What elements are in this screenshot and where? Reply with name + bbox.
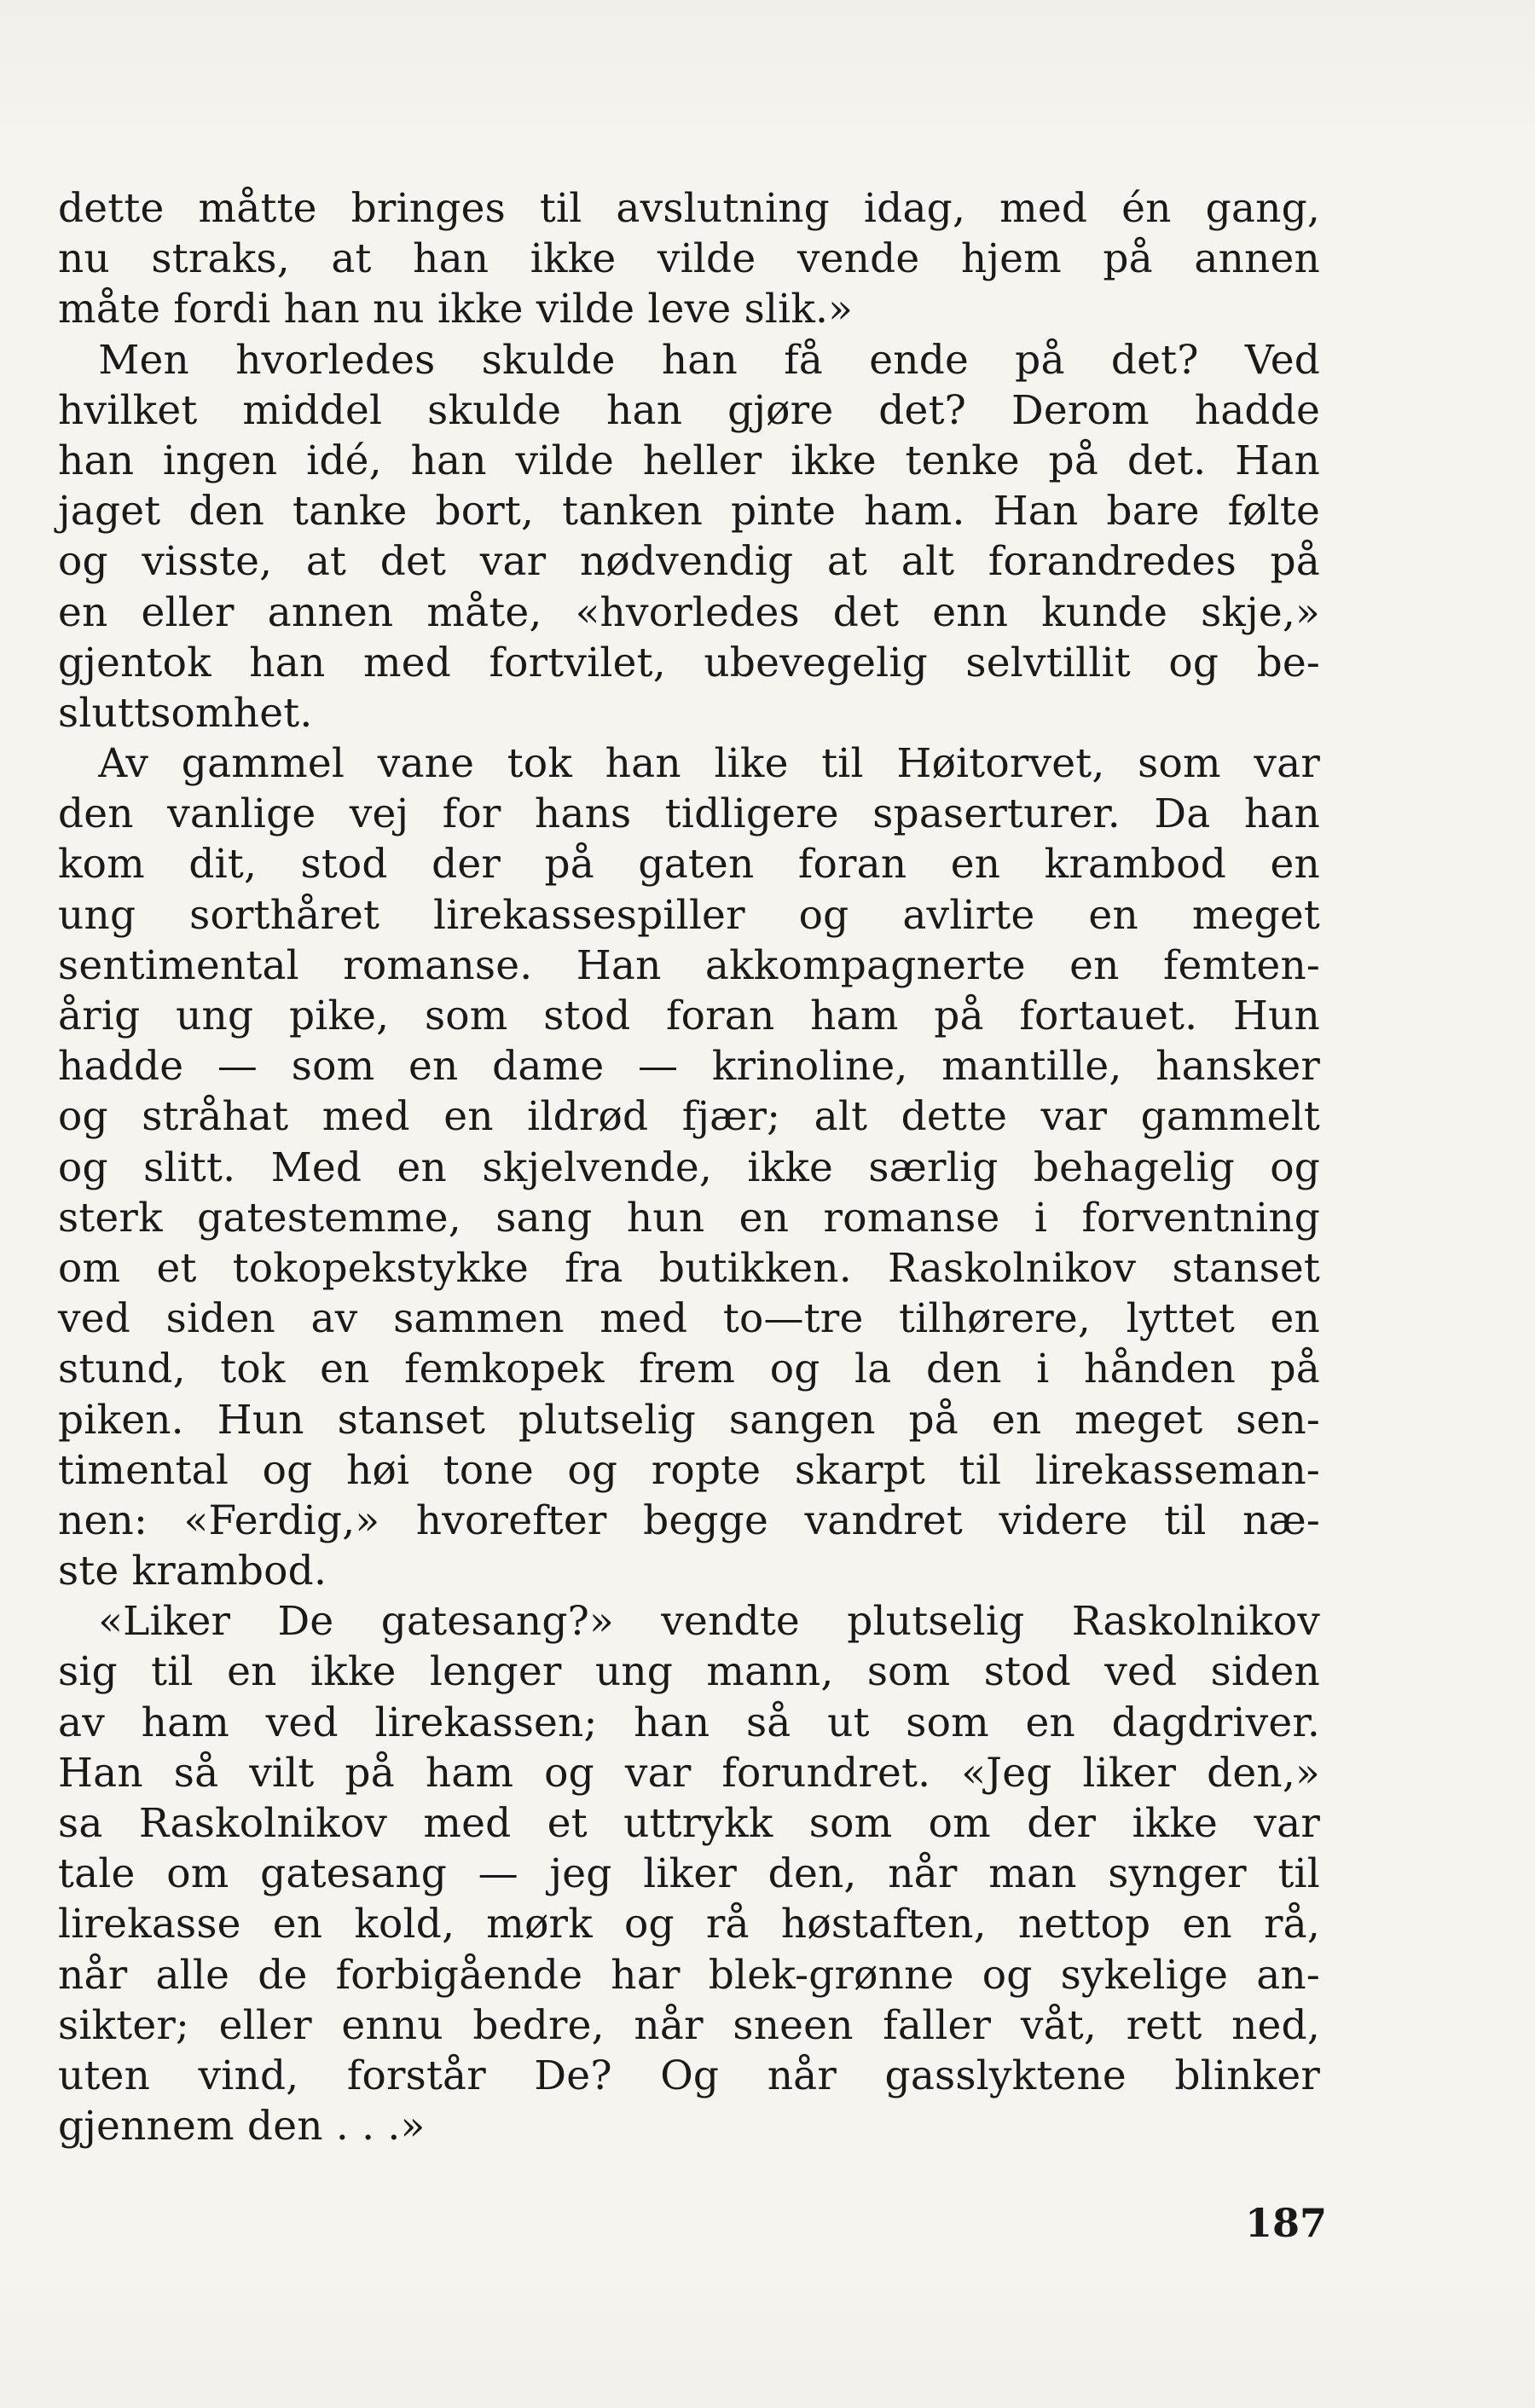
- text-line: og visste, at det var nødvendig at alt forandredes på: [58, 538, 1320, 586]
- text-line: hvilket middel skulde han gjøre det? Derom hadde: [58, 386, 1320, 434]
- text-line: han ingen idé, han vilde heller ikke tenke på det. Han: [58, 437, 1320, 484]
- text-line: måte fordi han nu ikke vilde leve slik.»: [58, 286, 854, 333]
- text-line: nen: «Ferdig,» hvorefter begge vandret videre til næ-: [58, 1496, 1320, 1544]
- text-line: stund, tok en femkopek frem og la den i hånden på: [58, 1346, 1320, 1393]
- text-line: og slitt. Med en skjelvende, ikke særlig behagelig og: [58, 1143, 1320, 1191]
- text-line: «Liker De gatesang?» vendte plutselig Raskolnikov: [58, 1598, 1320, 1646]
- text-line: og stråhat med en ildrød fjær; alt dette var gammelt: [58, 1093, 1320, 1141]
- text-line: piken. Hun stanset plutselig sangen på en meget sen-: [58, 1396, 1320, 1444]
- text-line: sikter; eller ennu bedre, når sneen faller våt, rett ned,: [58, 2001, 1320, 2049]
- text-line: en eller annen måte, «hvorledes det enn kunde skje,»: [58, 588, 1320, 636]
- text-line: ste krambod.: [58, 1548, 327, 1595]
- text-line: den vanlige vej for hans tidligere spaserturer. Da han: [58, 790, 1320, 838]
- text-line: sluttsomhet.: [58, 689, 313, 737]
- text-line: nu straks, at han ikke vilde vende hjem på annen: [58, 235, 1320, 283]
- page-number: 187: [1245, 2200, 1328, 2246]
- text-line: dette måtte bringes til avslutning idag, med én gang,: [58, 185, 1320, 232]
- text-line: ung sorthåret lirekassespiller og avlirte en meget: [58, 891, 1320, 939]
- text-line: timental og høi tone og ropte skarpt til lirekasseman-: [58, 1446, 1320, 1494]
- text-line: sterk gatestemme, sang hun en romanse i forventning: [58, 1194, 1320, 1242]
- text-line: tale om gatesang — jeg liker den, når man synger til: [58, 1850, 1320, 1898]
- text-line: årig ung pike, som stod foran ham på fortauet. Hun: [58, 993, 1320, 1039]
- text-line: Av gammel vane tok han like til Høitorvet, som var: [58, 740, 1320, 788]
- text-line: hadde — som en dame — krinoline, mantille, hansker: [58, 1043, 1320, 1091]
- text-line: uten vind, forstår De? Og når gasslyktene blinker: [58, 2052, 1320, 2099]
- text-line: sig til en ikke lenger ung mann, som stod ved siden: [58, 1648, 1320, 1696]
- text-line: kom dit, stod der på gaten foran en krambod en: [58, 841, 1320, 889]
- text-line: Han så vilt på ham og var forundret. «Jeg liker den,»: [58, 1749, 1320, 1797]
- body-text: [58, 183, 1320, 2151]
- text-line: gjentok han med fortvilet, ubevegelig selvtillit og be-: [58, 639, 1320, 686]
- text-line: av ham ved lirekassen; han så ut som en dagdriver.: [58, 1699, 1320, 1746]
- text-line: ved siden av sammen med to—tre tilhørere, lyttet en: [58, 1295, 1320, 1343]
- text-line: Men hvorledes skulde han få ende på det? Ved: [58, 336, 1320, 384]
- text-line: når alle de forbigående har blek-grønne og sykelige an-: [58, 1951, 1320, 1999]
- text-line: sentimental romanse. Han akkompagnerte en femten-: [58, 941, 1320, 989]
- text-line: om et tokopekstykke fra butikken. Raskolnikov stanset: [58, 1244, 1320, 1292]
- text-line: sa Raskolnikov med et uttrykk som om der ikke var: [58, 1800, 1320, 1847]
- text-line: lirekasse en kold, mørk og rå høstaften, nettop en rå,: [58, 1901, 1320, 1948]
- text-line: jaget den tanke bort, tanken pinte ham. Han bare følte: [58, 488, 1320, 535]
- text-line: gjennem den . . .»: [58, 2103, 426, 2150]
